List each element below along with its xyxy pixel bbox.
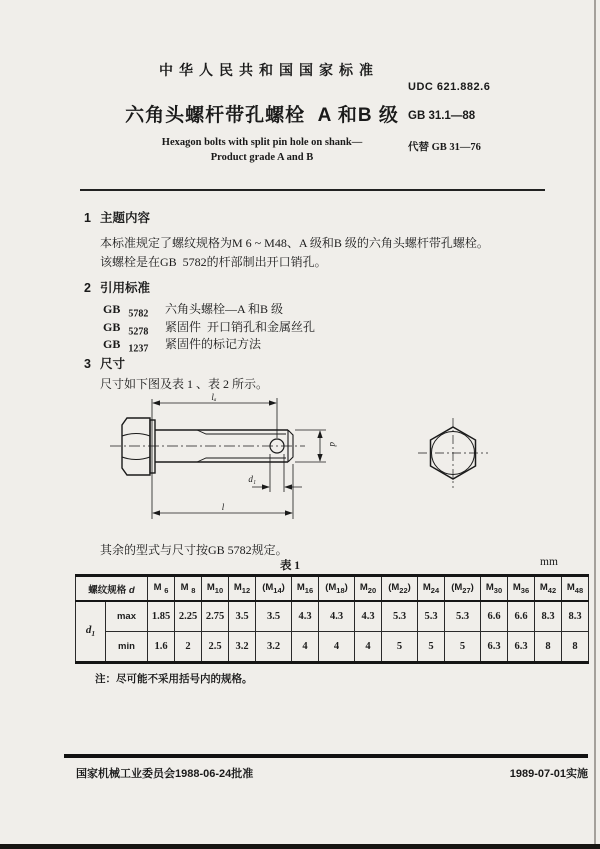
hex-head-facet-lines xyxy=(122,434,150,460)
section-1-paragraph-1: 本标准规定了螺纹规格为M 6 ~ M48、A 级和B 级的六角头螺杆带孔螺栓。 xyxy=(100,236,489,250)
size-header-cell: $M_{42}$ xyxy=(535,576,562,602)
value-cell: 2.75 xyxy=(202,601,229,632)
value-cell: 4.3 xyxy=(355,601,382,632)
reference-item xyxy=(103,318,315,336)
value-cell: 4 xyxy=(319,632,355,663)
bolt-side-view xyxy=(122,418,293,475)
size-header-cell: $(M_{14})$ xyxy=(256,576,292,602)
section-3-title: 尺寸 xyxy=(100,357,126,371)
reference-name: 紧固件的标记方法 xyxy=(165,337,262,351)
standard-number: GB 31.1—88 xyxy=(408,110,476,122)
value-cell: 8 xyxy=(535,632,562,663)
value-cell: 5 xyxy=(382,632,418,663)
value-cell: 5 xyxy=(418,632,445,663)
reference-name: 六角头螺栓—A 和B 级 xyxy=(165,302,284,316)
size-header-cell: $M_{12}$ xyxy=(229,576,256,602)
header-divider xyxy=(80,189,545,191)
dim-la-label: lₐ xyxy=(211,392,217,402)
table-row xyxy=(76,632,589,663)
size-header-cell: $(M_{27})$ xyxy=(445,576,481,602)
d1-extension-lines xyxy=(270,454,284,492)
size-header-cell: M $_8$ xyxy=(175,576,202,602)
d-extension-lines xyxy=(295,430,326,462)
thread-spec-header: 螺纹规格 d xyxy=(76,576,148,602)
value-cell: 5 xyxy=(445,632,481,663)
min-label-cell: min xyxy=(106,632,148,663)
section-1-paragraph-2: 该螺栓是在GB 5782的杆部制出开口销孔。 xyxy=(100,255,327,269)
value-cell: 6.3 xyxy=(481,632,508,663)
bolt-dimension-figure xyxy=(90,392,530,537)
value-cell: 4 xyxy=(292,632,319,663)
section-1-title: 主题内容 xyxy=(100,211,151,225)
section-1-heading xyxy=(84,208,150,226)
section-2-heading xyxy=(84,278,150,296)
section-3-paragraph-1: 尺寸如下图及表 1 、表 2 所示。 xyxy=(100,377,269,391)
section-2-title: 引用标准 xyxy=(100,281,151,295)
value-cell: 1.6 xyxy=(148,632,175,663)
size-header-cell: $M_{10}$ xyxy=(202,576,229,602)
value-cell: 5.3 xyxy=(382,601,418,632)
value-cell: 3.2 xyxy=(229,632,256,663)
size-header-cell: $(M_{22})$ xyxy=(382,576,418,602)
value-cell: 8.3 xyxy=(562,601,589,632)
implementation-date: 1989-07-01实施 xyxy=(509,768,588,780)
reference-code: GB $_{5278}$ xyxy=(103,319,149,337)
standard-title-cn: 六角头螺杆带孔螺栓 A 和B 级 xyxy=(125,105,399,126)
standard-title-en-line2: Product grade A and B xyxy=(210,152,314,163)
size-header-cell: $M_{20}$ xyxy=(355,576,382,602)
size-header-cell: $M_{24}$ xyxy=(418,576,445,602)
washer-face xyxy=(150,420,155,473)
max-label-cell: max xyxy=(106,601,148,632)
value-cell: 3.5 xyxy=(256,601,292,632)
value-cell: 6.6 xyxy=(481,601,508,632)
reference-name: 紧固件 开口销孔和金属丝孔 xyxy=(165,319,316,334)
section-3-paragraph-2: 其余的型式与尺寸按GB 5782规定。 xyxy=(100,543,288,557)
replaces-note: 代替 GB 31—76 xyxy=(408,142,481,153)
dim-d-label: d xyxy=(328,442,338,447)
reference-code: GB $_{5782}$ xyxy=(103,302,149,320)
value-cell: 8.3 xyxy=(535,601,562,632)
standard-title-en xyxy=(97,135,427,165)
scan-edge-bottom xyxy=(0,844,600,849)
table-1 xyxy=(75,574,589,664)
value-cell: 5.3 xyxy=(445,601,481,632)
value-cell: 2.25 xyxy=(175,601,202,632)
reference-code: GB $_{1237}$ xyxy=(103,337,149,355)
size-header-cell: M $_6$ xyxy=(148,576,175,602)
dim-l-label: l xyxy=(221,502,225,512)
table-row xyxy=(76,601,589,632)
references-list xyxy=(103,300,315,353)
value-cell: 2.5 xyxy=(202,632,229,663)
reference-item xyxy=(103,335,315,353)
value-cell: 3.5 xyxy=(229,601,256,632)
table-1-note: 注：尽可能不采用括号内的规格。 xyxy=(95,674,253,685)
value-cell: 6.3 xyxy=(508,632,535,663)
section-1-number: 1 xyxy=(84,211,91,225)
scan-edge-right xyxy=(594,0,596,849)
value-cell: 3.2 xyxy=(256,632,292,663)
value-cell: 5.3 xyxy=(418,601,445,632)
size-header-cell: $M_{16}$ xyxy=(292,576,319,602)
approval-statement: 国家机械工业委员会1988-06-24批准 xyxy=(76,768,254,780)
dim-d1-label: d₁ xyxy=(248,474,256,484)
udc-number: UDC 621.882.6 xyxy=(408,81,491,93)
value-cell: 4.3 xyxy=(319,601,355,632)
d1-symbol-cell: $d_1$ xyxy=(76,601,106,663)
section-3-heading xyxy=(84,354,125,372)
value-cell: 1.85 xyxy=(148,601,175,632)
size-header-cell: $(M_{18})$ xyxy=(319,576,355,602)
table-1-unit: mm xyxy=(540,556,558,568)
reference-item xyxy=(103,300,315,318)
section-3-number: 3 xyxy=(84,357,91,371)
standard-title-en-line1: Hexagon bolts with split pin hole on shank— xyxy=(161,137,363,148)
value-cell: 6.6 xyxy=(508,601,535,632)
size-header-cell: $M_{36}$ xyxy=(508,576,535,602)
size-header-cell: $M_{30}$ xyxy=(481,576,508,602)
value-cell: 4.3 xyxy=(292,601,319,632)
value-cell: 2 xyxy=(175,632,202,663)
footer-rule xyxy=(64,754,588,758)
table-1-caption: 表 1 xyxy=(279,560,301,572)
national-standard-heading: 中华人民共和国国家标准 xyxy=(159,62,379,78)
hexagon-end-view xyxy=(418,418,488,488)
value-cell: 4 xyxy=(355,632,382,663)
hexagon-centerlines xyxy=(418,418,488,488)
dimension-lines xyxy=(152,398,326,519)
section-2-number: 2 xyxy=(84,281,91,295)
value-cell: 8 xyxy=(562,632,589,663)
hex-head-outline xyxy=(122,418,150,475)
size-header-cell: $M_{48}$ xyxy=(562,576,589,602)
table-header-row xyxy=(76,576,589,602)
